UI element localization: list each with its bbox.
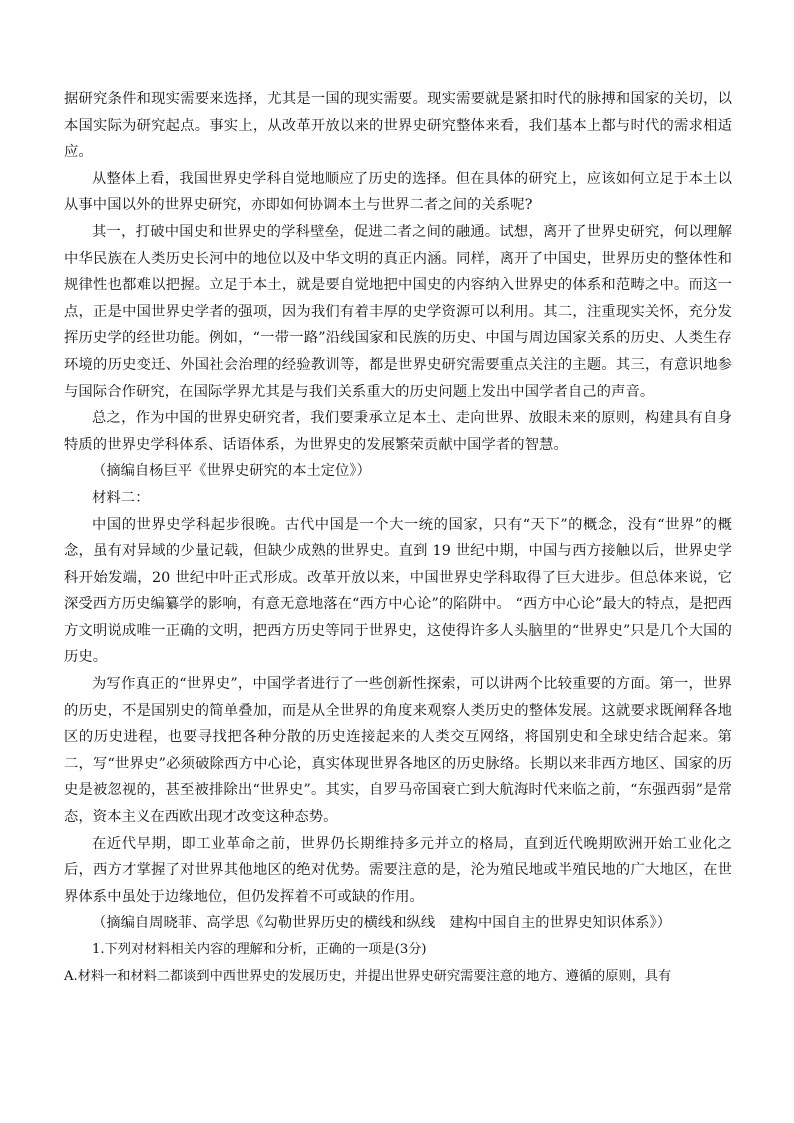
option-a: A.材料一和材料二都谈到中西世界史的发展历史，并提出世界史研究需要注意的地方、遵循的原则，具有 — [64, 968, 672, 984]
paragraph-three-points: 其一，打破中国史和世界史的学科壁垒，促进二者之间的融通。试想，离开了世界史研究，何以理解中华民族在人类历史长河中的地位以及中华文明的真正内涵。同样，离开了中国史，世界历史的整体性和规律性也都难以把握。立足于本土，就是要自觉地把中国史的内容纳入世界史的体系和范畴之中。而这一点，正是中国世界史学者的强项，因为我们有着丰厚的史学资源可以利用。其二，注重现实关怀，充分发挥历史学的经世功能。例如，“一带一路”沿线国家和民族的历史、中国与周边国家关系的历史、人类生存环境的历史变迁、外国社会治理的经验教训等，都是世界史研究需要重点关注的主题。其三，有意识地参与国际合作研究，在国际学界尤其是与我们关系重大的历史问题上发出中国学者自己的声音。 — [64, 223, 732, 400]
paragraph-conclusion: 总之，作为中国的世界史研究者，我们要秉承立足本土、走向世界、放眼未来的原则，构建具有自身特质的世界史学科体系、话语体系，为世界史的发展繁荣贡献中国学者的智慧。 — [64, 410, 732, 453]
paragraph-true-world-history: 为写作真正的“世界史”，中国学者进行了一些创新性探索，可以讲两个比较重要的方面。第一，世界的历史，不是国别史的简单叠加，而是从全世界的角度来观察人类历史的整体发展。这就要求既阐释各地区的历史进程，也要寻找把各种分散的历史连接起来的人类交互网络，将国别史和全球史结合起来。第二，写“世界史”必须破除西方中心论，真实体现世界各地区的历史脉络。长期以来非西方地区、国家的历史是被忽视的，甚至被排除出“世界史”。其实，自罗马帝国衰亡到大航海时代来临之前，“东强西弱”是常态，资本主义在西欧出现才改变这种态势。 — [64, 676, 732, 826]
paragraph-discipline-history: 中国的世界史学科起步很晚。古代中国是一个大一统的国家，只有“天下”的概念，没有“世界”的概念，虽有对异域的少量记载，但缺少成熟的世界史。直到 19 世纪中期，中国与西方接触以后，世界史学科开始发端，20 世纪中叶正式形成。改革开放以来，中国世界史学科取得了巨大进步。但总体来说，它深受西方历史编纂学的影响，有意无意地落在“西方中心论”的陷阱中。 “西方中心论”最大的特点，是把西方文明说成唯一正确的文明，把西方历史等同于世界史，这使得许多人头脑里的“世界史”只是几个大国的历史。 — [64, 516, 732, 666]
source-citation-2: （摘编自周晓菲、高学思《勾勒世界历史的横线和纵线 建构中国自主的世界史知识体系》） — [92, 915, 672, 932]
paragraph-early-modern: 在近代早期，即工业革命之前，世界仍长期维持多元并立的格局，直到近代晚期欧洲开始工业化之后，西方才掌握了对世界其他地区的绝对优势。需要注意的是，沦为殖民地或半殖民地的广大地区，在世界体系中虽处于边缘地位，但仍发挥着不可或缺的作用。 — [64, 835, 732, 905]
material-two-heading: 材料二： — [92, 489, 150, 506]
paragraph-overall-view: 从整体上看，我国世界史学科自觉地顺应了历史的选择。但在具体的研究上，应该如何立足于本土以从事中国以外的世界史研究，亦即如何协调本土与世界二者之间的关系呢? — [64, 170, 732, 214]
question-1: 1.下列对材料相关内容的理解和分析，正确的一项是(3分) — [92, 942, 427, 957]
document-body — [64, 86, 732, 990]
source-citation-1: （摘编自杨巨平《世界史研究的本土定位》） — [92, 463, 371, 480]
paragraph-continuation: 据研究条件和现实需要来选择，尤其是一国的现实需要。现实需要就是紧扣时代的脉搏和国家的关切，以本国实际为研究起点。事实上，从改革开放以来的世界史研究整体来看，我们基本上都与时代的需求相适应。 — [64, 91, 732, 161]
